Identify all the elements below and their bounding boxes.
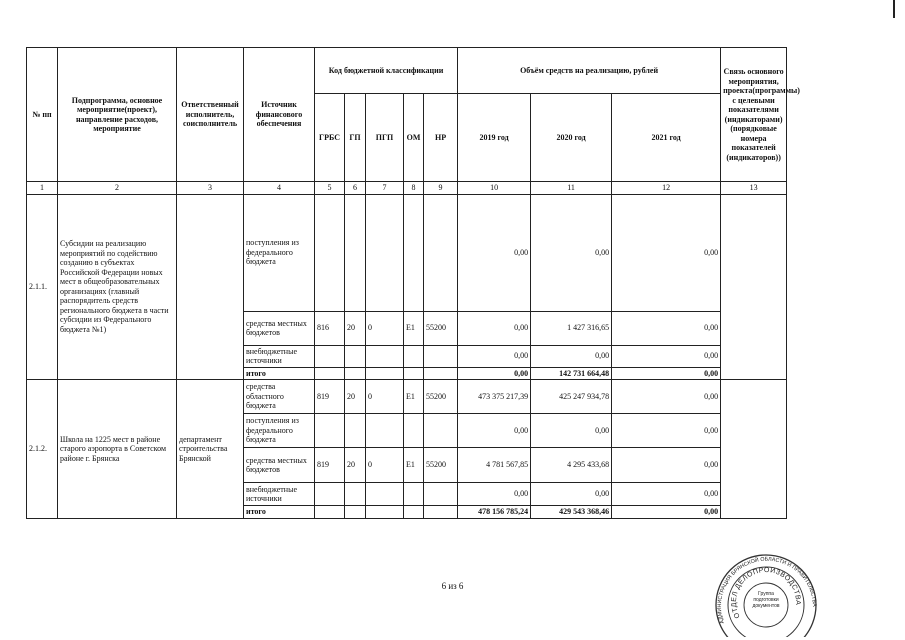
cell-2020: 0,00 (531, 194, 612, 311)
cell-grbs (315, 194, 345, 311)
header-gp: ГП (345, 94, 366, 182)
cell-om (404, 345, 424, 367)
cell-pgp (366, 483, 404, 506)
colnum-11: 11 (531, 182, 612, 195)
cell-2021: 0,00 (612, 380, 721, 414)
cell-pgp (366, 194, 404, 311)
cell-2019: 473 375 217,39 (458, 380, 531, 414)
page-number: 6 из 6 (441, 581, 464, 591)
cell-gp (345, 414, 366, 448)
colnum-13: 13 (721, 182, 787, 195)
cell-om: E1 (404, 380, 424, 414)
cell-2019: 0,00 (458, 345, 531, 367)
header-2020: 2020 год (531, 94, 612, 182)
cell-np (424, 483, 458, 506)
cell-2021: 0,00 (612, 345, 721, 367)
colnum-2: 2 (58, 182, 177, 195)
cell-np (424, 194, 458, 311)
cell-gp (345, 367, 366, 380)
cell-gp (345, 506, 366, 519)
header-program: Подпрограмма, основное мероприятие(проект), направление расходов, мероприятие (58, 48, 177, 182)
row-num: 2.1.2. (27, 380, 58, 519)
cell-2020: 4 295 433,68 (531, 448, 612, 483)
row-link (721, 380, 787, 519)
header-row-1 (27, 48, 787, 94)
header-np: НР (424, 94, 458, 182)
header-link: Связь основного мероприятия, проекта(программы) с целевыми показателями (индикаторами) (порядковые номера показателей (индикаторов)) (721, 48, 787, 182)
stamp-outer-text: АДМИНИСТРАЦИЯ БРЯНСКОЙ ОБЛАСТИ И ПРАВИТЕЛЬСТВА (716, 556, 818, 625)
cell-2020: 142 731 664,48 (531, 367, 612, 380)
row-program: Субсидии на реализацию мероприятий по содействию созданию в субъектах Российской Федерации новых мест в общеобразовательных организациях (главный распорядитель средств регионального бюджета в части субсидии из Федерального бюджета №1) (58, 194, 177, 380)
row-link (721, 194, 787, 380)
cell-2021: 0,00 (612, 506, 721, 519)
cell-grbs (315, 345, 345, 367)
row-executor (177, 194, 244, 380)
source-name: средства местных бюджетов (244, 448, 315, 483)
cell-om: E1 (404, 448, 424, 483)
cell-pgp (366, 506, 404, 519)
colnum-10: 10 (458, 182, 531, 195)
cell-2019: 478 156 785,24 (458, 506, 531, 519)
header-volume: Объём средств на реализацию, рублей (458, 48, 721, 94)
table-row (27, 194, 787, 311)
cell-2020: 0,00 (531, 414, 612, 448)
cell-np (424, 367, 458, 380)
cell-2019: 0,00 (458, 414, 531, 448)
budget-table (26, 47, 800, 519)
margin-mark (893, 0, 895, 18)
cell-pgp (366, 367, 404, 380)
cell-2021: 0,00 (612, 414, 721, 448)
cell-grbs (315, 506, 345, 519)
cell-2021: 0,00 (612, 448, 721, 483)
cell-2020: 429 543 368,46 (531, 506, 612, 519)
cell-2019: 0,00 (458, 483, 531, 506)
source-name: итого (244, 506, 315, 519)
cell-grbs (315, 414, 345, 448)
cell-gp (345, 194, 366, 311)
cell-2019: 0,00 (458, 311, 531, 345)
cell-om (404, 194, 424, 311)
cell-om (404, 506, 424, 519)
colnum-12: 12 (612, 182, 721, 195)
colnum-7: 7 (366, 182, 404, 195)
cell-gp: 20 (345, 311, 366, 345)
colnum-8: 8 (404, 182, 424, 195)
header-budget-code: Код бюджетной классификации (315, 48, 458, 94)
cell-2021: 0,00 (612, 367, 721, 380)
cell-np (424, 414, 458, 448)
header-grbs: ГРБС (315, 94, 345, 182)
cell-grbs: 819 (315, 448, 345, 483)
cell-np: 55200 (424, 448, 458, 483)
cell-gp (345, 345, 366, 367)
cell-om (404, 483, 424, 506)
cell-om (404, 414, 424, 448)
source-name: итого (244, 367, 315, 380)
cell-2019: 4 781 567,85 (458, 448, 531, 483)
header-om: ОМ (404, 94, 424, 182)
source-name: средства местных бюджетов (244, 311, 315, 345)
header-2019: 2019 год (458, 94, 531, 182)
row-executor: департамент строительства Брянской (177, 380, 244, 519)
cell-pgp (366, 345, 404, 367)
header-pgp: ПГП (366, 94, 404, 182)
source-name: поступления из федерального бюджета (244, 194, 315, 311)
source-name: внебюджетные источники (244, 483, 315, 506)
cell-grbs (315, 367, 345, 380)
header-source: Источник финансового обеспечения (244, 48, 315, 182)
colnum-3: 3 (177, 182, 244, 195)
cell-2019: 0,00 (458, 194, 531, 311)
source-name: внебюджетные источники (244, 345, 315, 367)
official-stamp (706, 553, 822, 637)
cell-om: E1 (404, 311, 424, 345)
cell-gp (345, 483, 366, 506)
cell-pgp: 0 (366, 448, 404, 483)
cell-grbs (315, 483, 345, 506)
source-name: поступления из федерального бюджета (244, 414, 315, 448)
header-num: № пп (27, 48, 58, 182)
cell-om (404, 367, 424, 380)
cell-pgp (366, 414, 404, 448)
stamp-ring-text: ОТДЕЛ ДЕЛОПРОИЗВОДСТВА (730, 566, 802, 620)
stamp-center-text: Группа подготовки документов (752, 591, 780, 609)
colnum-9: 9 (424, 182, 458, 195)
cell-gp: 20 (345, 380, 366, 414)
row-program: Школа на 1225 мест в районе старого аэропорта в Советском районе г. Брянска (58, 380, 177, 519)
cell-2019: 0,00 (458, 367, 531, 380)
cell-2020: 0,00 (531, 345, 612, 367)
cell-np: 55200 (424, 380, 458, 414)
cell-2021: 0,00 (612, 311, 721, 345)
cell-2021: 0,00 (612, 194, 721, 311)
cell-np: 55200 (424, 311, 458, 345)
cell-2020: 425 247 934,78 (531, 380, 612, 414)
cell-grbs: 816 (315, 311, 345, 345)
colnum-1: 1 (27, 182, 58, 195)
cell-np (424, 506, 458, 519)
cell-pgp: 0 (366, 380, 404, 414)
table-row (27, 380, 787, 414)
row-num: 2.1.1. (27, 194, 58, 380)
cell-2021: 0,00 (612, 483, 721, 506)
cell-pgp: 0 (366, 311, 404, 345)
colnum-5: 5 (315, 182, 345, 195)
cell-gp: 20 (345, 448, 366, 483)
cell-np (424, 345, 458, 367)
cell-2020: 0,00 (531, 483, 612, 506)
colnum-4: 4 (244, 182, 315, 195)
source-name: средства областного бюджета (244, 380, 315, 414)
cell-2020: 1 427 316,65 (531, 311, 612, 345)
colnum-6: 6 (345, 182, 366, 195)
cell-grbs: 819 (315, 380, 345, 414)
column-number-row (27, 182, 787, 195)
header-executor: Ответственный исполнитель, соисполнитель (177, 48, 244, 182)
header-2021: 2021 год (612, 94, 721, 182)
